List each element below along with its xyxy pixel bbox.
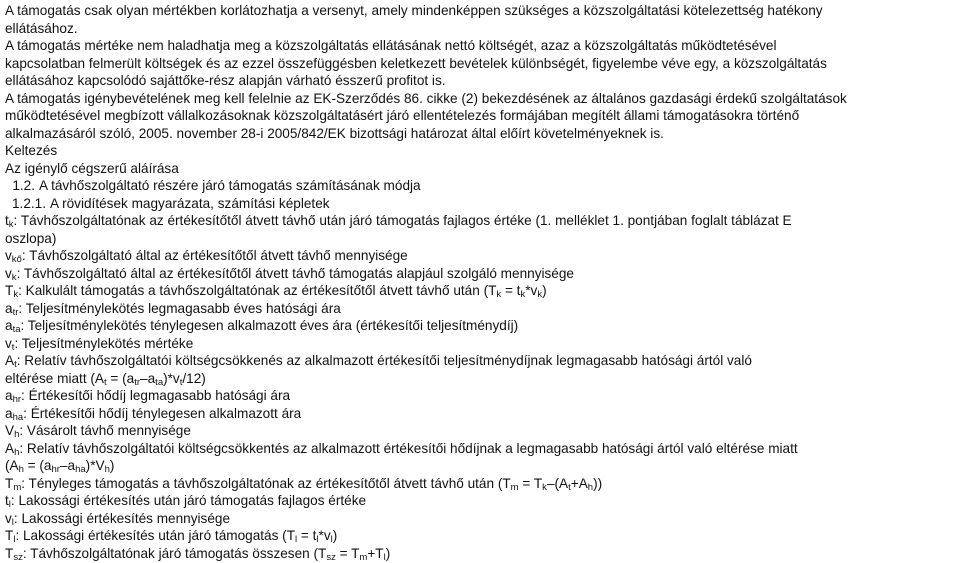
definition-Ah: $A_h$: Relatív távhőszolgáltatói költségcsökkentés az alkalmazott értékesítői hődíjnak a legmagasabb hatósági ártól való eltérése miatt <box>5 440 798 458</box>
definition-vko: $v_{kő}$: Távhőszolgáltató által az értékesítőtől átvett távhő mennyisége <box>5 248 408 265</box>
paragraph-line: ellátásához. <box>5 20 78 36</box>
definition-tk: $t_k$: Távhőszolgáltatónak az értékesítőtől átvett távhő után járó támogatás fajlagos értéke (1. melléklet 1. pontjában foglalt táblázat E <box>5 213 792 230</box>
signature-label: Az igénylő cégszerű aláírása <box>5 160 179 176</box>
definition-aha: $a_{ha}$: Értékesítői hődíj ténylegesen alkalmazott ára <box>5 405 302 423</box>
definition-Vh: $V_h$: Vásárolt távhő mennyisége <box>5 423 191 440</box>
section-number: 1.2. <box>12 178 35 193</box>
definition-ata: $a_{ta}$: Teljesítménylekötés ténylegesen alkalmazott éves ára (értékesítői teljesítménydíj) <box>5 318 519 335</box>
paragraph-line: működtetésével megbízott vállalkozásoknak közszolgáltatásért járó ellentételezés formájában megítélt állami támogatásokra történő <box>5 108 800 123</box>
definition-Tl: $T_l$: Lakossági értékesítés után járó támogatás $(T_l = t_l*v_l)$ <box>5 528 338 545</box>
section-heading-1-2-1 <box>5 195 955 213</box>
definition-tk-cont: oszlopa) <box>5 230 57 246</box>
section-number: 1.2.1. <box>11 195 46 211</box>
section-title: A távhőszolgáltató részére járó támogatás számításának módja <box>39 178 421 193</box>
paragraph-line: alkalmazásáról szóló, 2005. november 28-i 2005/842/EK bizottsági határozat által előírt követelményeknek is. <box>5 125 664 141</box>
definition-atr: $a_{tr}$: Teljesítménylekötés legmagasabb éves hatósági ára <box>5 300 341 318</box>
paragraph-line: kapcsolatban felmerült költségek és az ezzel összefüggésben keletkezett bevételek különbségét, figyelembe véve egy, a közszolgáltatás <box>5 55 827 71</box>
definition-tl: $t_l$: Lakossági értékesítés után járó támogatás fajlagos értéke <box>5 493 367 510</box>
definition-vk: $v_k$: Távhőszolgáltató által az értékesítőtől átvett távhő támogatás alapjául szolgáló mennyisége <box>5 265 574 283</box>
paragraph-line: ellátásához kapcsolódó sajáttőke-rész alapján várható ésszerű profitot is. <box>5 73 446 88</box>
formula-At: eltérése miatt $(A_t = (a_{tr}-a_{ta})*v_t/12)$ <box>5 370 206 388</box>
section-heading-1-2 <box>5 177 955 195</box>
definition-At: $A_t$: Relatív távhőszolgáltatói költségcsökkenés az alkalmazott értékesítői teljesítménydíjnak legmagasabb hatósági ártól való <box>5 353 752 370</box>
section-title: A rövidítések magyarázata, számítási képletek <box>50 195 330 211</box>
definition-vl: $v_l$: Lakossági értékesítés mennyisége <box>5 510 231 528</box>
paragraph-line: A támogatás mértéke nem haladhatja meg a közszolgáltatás ellátásának nettó költségét, azaz a közszolgáltatás működtetésével <box>5 38 777 53</box>
formula-Ah: $(A_h = (a_{hr}-a_{ha})*V_h)$ <box>5 458 115 475</box>
definition-Tk: $T_k$: Kalkulált támogatás a távhőszolgáltatónak az értékesítőtől átvett távhő után $(T_k = t_k*v_k)$ <box>5 283 547 300</box>
definition-Tsz: $T_{sz}$: Távhőszolgáltatónak járó támogatás összesen $(T_{sz} = T_m+T_l)$ <box>5 545 391 563</box>
definition-Tm: $T_m$: Tényleges támogatás a távhőszolgáltatónak az értékesítőtől átvett távhő után $(T_m = T_k-(A_t+A_h))$ <box>5 475 603 493</box>
definition-ahr: $a_{hr}$: Értékesítői hődíj legmagasabb hatósági ára <box>5 388 291 405</box>
paragraph-line: A támogatás csak olyan mértékben korlátozhatja a versenyt, amely mindenképpen szükséges a közszolgáltatási kötelezettség hatékony <box>5 3 823 18</box>
definition-vt: $v_t$: Teljesítménylekötés mértéke <box>5 335 194 353</box>
date-label: Keltezés <box>5 143 58 158</box>
paragraph-line: A támogatás igénybevételének meg kell felelnie az EK-Szerződés 86. cikke (2) bekezdésének az általános gazdasági érdekű szolgáltatások <box>5 90 847 106</box>
